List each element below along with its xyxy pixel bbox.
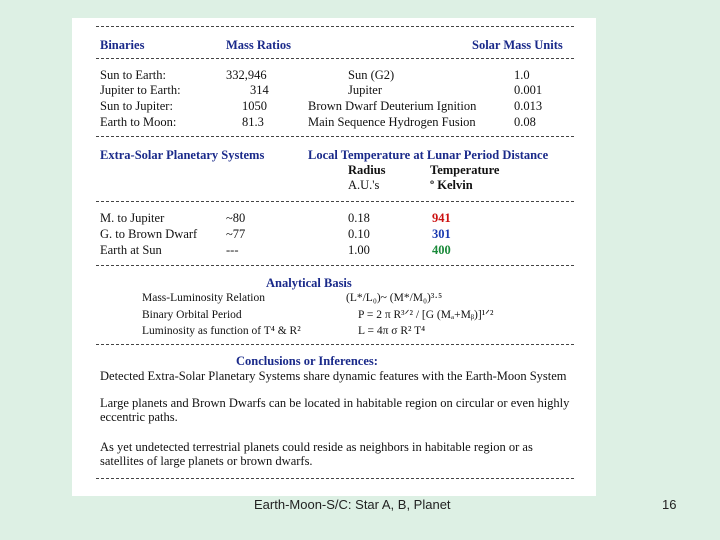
divider [96, 344, 574, 345]
relation-label: Binary Orbital Period [142, 309, 242, 321]
system-temperature: 941 [432, 211, 451, 225]
temperature-unit: º Kelvin [430, 178, 473, 192]
analytical-basis-title: Analytical Basis [266, 276, 352, 290]
page-number: 16 [662, 497, 677, 512]
divider [96, 265, 574, 266]
table-image-panel [72, 18, 596, 496]
binary-solar-mass: 0.08 [514, 115, 536, 129]
binary-object: Brown Dwarf Deuterium Ignition [308, 99, 477, 113]
relation-label: Mass-Luminosity Relation [142, 292, 265, 304]
relation-formula: (L*/L₀)~ (M*/M₀)³·⁵ [346, 292, 443, 304]
local-temperature-title: Local Temperature at Lunar Period Distance [308, 148, 549, 162]
binary-ratio: 314 [250, 83, 269, 97]
conclusions-title: Conclusions or Inferences: [236, 354, 378, 368]
binary-object: Main Sequence Hydrogen Fusion [308, 115, 476, 129]
solar-mass-units-header: Solar Mass Units [472, 38, 563, 52]
system-ratio: --- [226, 243, 239, 257]
binary-ratio: 81.3 [242, 115, 264, 129]
binary-name: Sun to Earth: [100, 68, 166, 82]
binary-solar-mass: 0.013 [514, 99, 543, 113]
system-name: G. to Brown Dwarf [100, 227, 198, 241]
system-temperature: 400 [432, 243, 451, 257]
conclusion-item: As yet undetected terrestrial planets could reside as neighbors in habitable region or as satellites of large planets or brown dwarfs. [100, 440, 533, 468]
temperature-header: Temperature [430, 163, 500, 177]
divider [96, 478, 574, 479]
system-name: Earth at Sun [100, 243, 162, 257]
binary-ratio: 1050 [242, 99, 267, 113]
binary-name: Jupiter to Earth: [100, 83, 181, 97]
relation-label: Luminosity as function of T⁴ & R² [142, 325, 301, 337]
relation-formula: P = 2 π R³ᐟ² / [G (Mₐ+Mᵦ)]¹ᐟ² [358, 309, 494, 321]
system-radius: 0.10 [348, 227, 370, 241]
system-temperature: 301 [432, 227, 451, 241]
binaries-header: Binaries [100, 38, 145, 52]
binary-ratio: 332,946 [226, 68, 267, 82]
extra-solar-title: Extra-Solar Planetary Systems [100, 148, 265, 162]
system-name: M. to Jupiter [100, 211, 165, 225]
system-radius: 0.18 [348, 211, 370, 225]
conclusion-item: Detected Extra-Solar Planetary Systems share dynamic features with the Earth-Moon System [100, 369, 567, 383]
footer-caption: Earth-Moon-S/C: Star A, B, Planet [254, 497, 451, 512]
radius-header: Radius [348, 163, 386, 177]
divider [96, 201, 574, 202]
binary-name: Earth to Moon: [100, 115, 177, 129]
binary-solar-mass: 0.001 [514, 83, 543, 97]
binary-object: Jupiter [348, 83, 383, 97]
radius-unit: A.U.'s [348, 178, 380, 192]
binary-object: Sun (G2) [348, 68, 395, 82]
divider [96, 58, 574, 59]
relation-formula: L = 4π σ R² T⁴ [358, 325, 426, 337]
conclusion-item: Large planets and Brown Dwarfs can be located in habitable region on circular or even highly eccentric paths. [100, 396, 570, 424]
divider [96, 26, 574, 27]
system-radius: 1.00 [348, 243, 370, 257]
system-ratio: ~77 [226, 227, 246, 241]
divider [96, 136, 574, 137]
system-ratio: ~80 [226, 211, 246, 225]
binary-name: Sun to Jupiter: [100, 99, 173, 113]
binary-solar-mass: 1.0 [514, 68, 530, 82]
mass-ratios-header: Mass Ratios [226, 38, 291, 52]
